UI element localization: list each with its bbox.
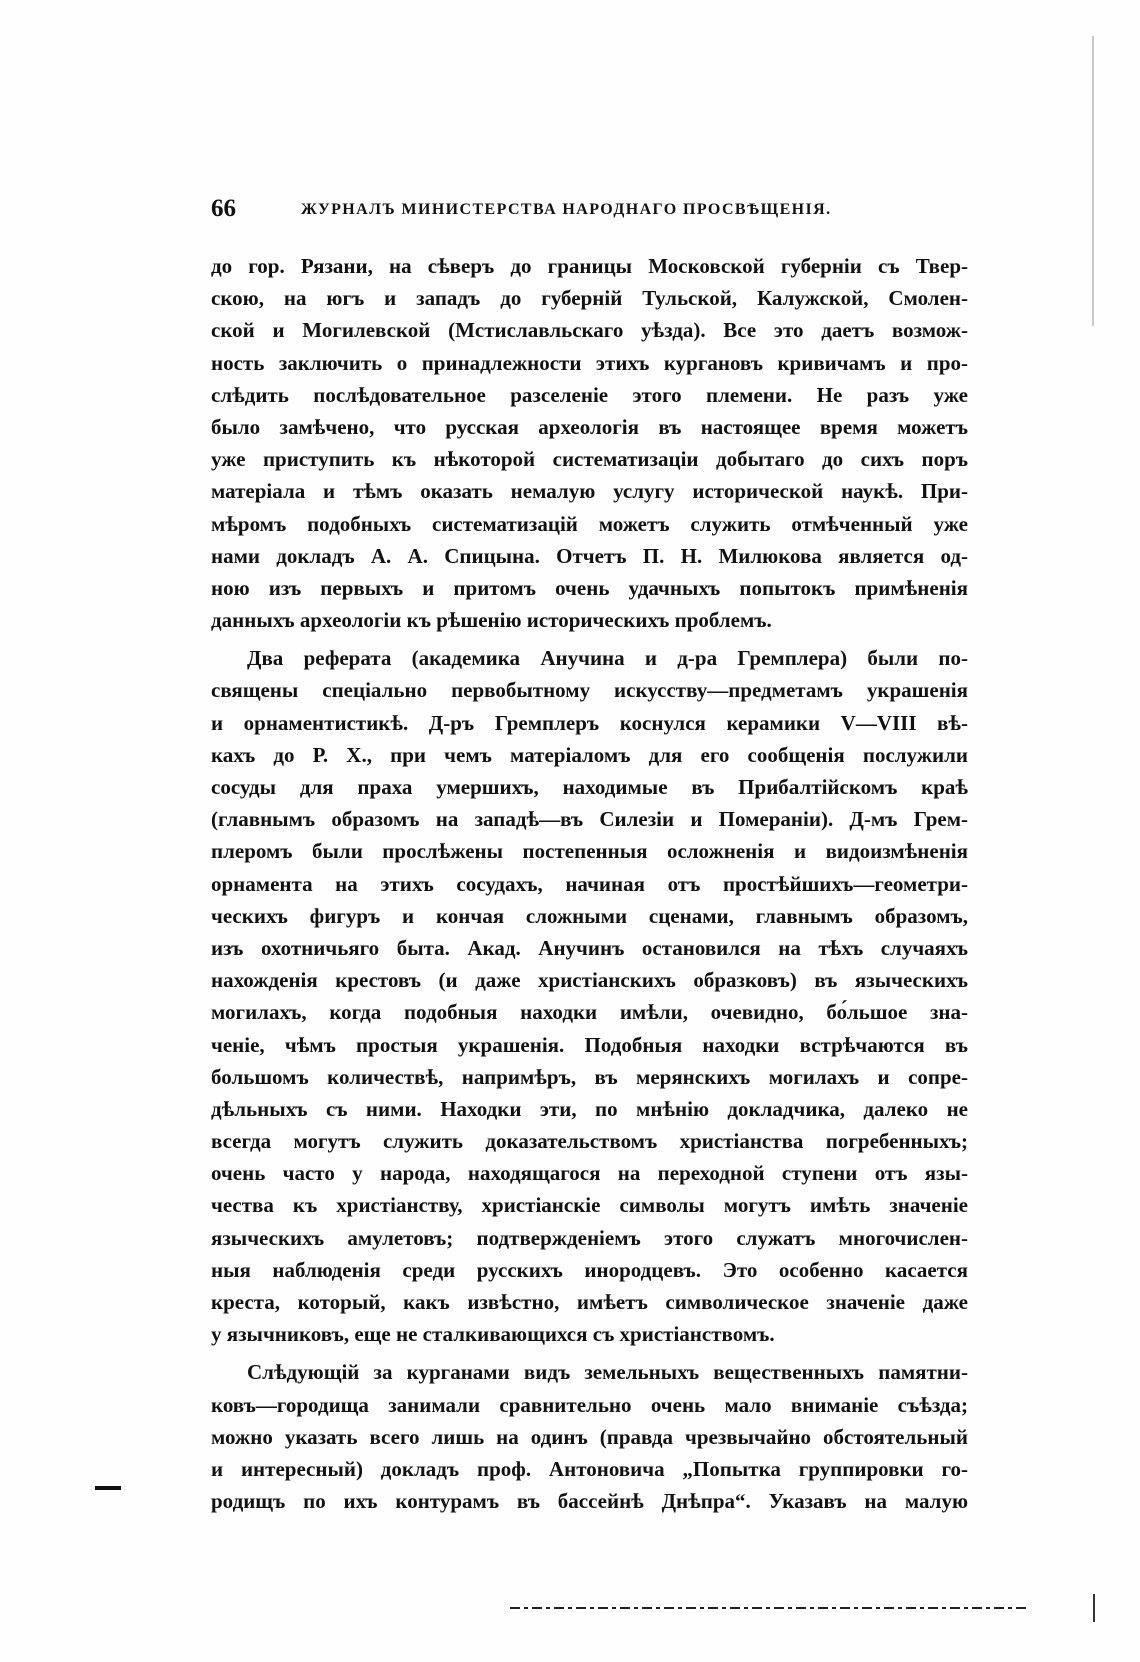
text-line: могилахъ, когда подобныя находки имѣли, очевидно, бо́льшое зна- [211, 1000, 968, 1025]
text-line: орнамента на этихъ сосудахъ, начиная отъ простѣйшихъ—геометри- [211, 871, 968, 896]
text-line: ческихъ фигуръ и кончая сложными сценами, главнымъ образомъ, [211, 903, 968, 928]
page-number: 66 [211, 195, 236, 222]
running-title: ЖУРНАЛЪ МИНИСТЕРСТВА НАРОДНАГО ПРОСВѢЩЕНІЯ. [301, 201, 832, 218]
text-line: уже приступить къ нѣкоторой систематизаціи добытаго до сихъ поръ [211, 447, 968, 472]
page-header [211, 194, 968, 228]
text-line: ныя наблюденія среди русскихъ инородцевъ. Это особенно касается [211, 1257, 968, 1282]
text-line: матеріала и тѣмъ оказать немалую услугу исторической наукѣ. При- [211, 479, 968, 504]
text-line: ною изъ первыхъ и притомъ очень удачныхъ попытокъ примѣненія [211, 575, 968, 600]
text-line: мѣромъ подобныхъ систематизацій можетъ служить отмѣченный уже [211, 511, 968, 536]
text-line: нахожденія крестовъ (и даже христіанскихъ образковъ) въ языческихъ [211, 968, 968, 993]
text-line: сосуды для праха умершихъ, находимые въ Прибалтійскомъ краѣ [211, 775, 968, 799]
text-line: Два реферата (академика Анучина и д-ра Гремплера) были по- [247, 646, 968, 671]
text-line: дѣльныхъ съ ними. Находки эти, по мнѣнію докладчика, далеко не [211, 1096, 968, 1121]
text-line: креста, который, какъ извѣстно, имѣетъ символическое значеніе даже [211, 1290, 968, 1314]
text-line: ность заключить о принадлежности этихъ кургановъ кривичамъ и про- [211, 350, 968, 375]
text-line: чества къ христіанству, христіанскіе символы могутъ имѣть значеніе [211, 1193, 968, 1218]
text-line: ченіе, чѣмъ простыя украшенія. Подобныя находки встрѣчаются въ [211, 1032, 968, 1057]
text-line: ской и Могилевской (Мстиславльскаго уѣзда). Все это даетъ возмож- [211, 318, 968, 343]
text-line: данныхъ археологіи къ рѣшенію историческихъ проблемъ. [211, 608, 772, 633]
text-line: большомъ количествѣ, напримѣръ, въ мерянскихъ могилахъ и сопре- [211, 1064, 968, 1089]
text-line: кахъ до Р. Х., при чемъ матеріаломъ для его сообщенія послужили [211, 742, 968, 767]
body-text [211, 250, 968, 1517]
text-line: у язычниковъ, еще не сталкивающихся съ христіанствомъ. [211, 1322, 775, 1347]
text-line: очень часто у народа, находящагося на переходной ступени отъ язы- [211, 1161, 968, 1186]
text-line: (главнымъ образомъ на западѣ—въ Силезіи и Помераніи). Д-мъ Грем- [211, 807, 968, 832]
text-line: священы спеціально первобытному искусству—предметамъ украшенія [211, 678, 968, 703]
page-edge-rule [1092, 36, 1094, 326]
text-line: было замѣчено, что русская археологія въ настоящее время можетъ [211, 414, 968, 439]
text-line: можно указать всего лишь на одинъ (правда чрезвычайно обстоятельный [211, 1424, 968, 1449]
page-edge-rule-bottom [1093, 1594, 1095, 1622]
text-line: и орнаментистикѣ. Д-ръ Гремплеръ коснулся керамики V—VIII вѣ- [211, 710, 968, 735]
text-line: ковъ—городища занимали сравнительно очень мало вниманіе съѣзда; [211, 1392, 968, 1417]
text-line: плеромъ были прослѣжены постепенныя осложненія и видоизмѣненія [211, 839, 968, 864]
text-line: слѣдить послѣдовательное разселеніе этого племени. Не разъ уже [211, 382, 968, 407]
text-line: до гор. Рязани, на сѣверъ до границы Московской губерніи съ Твер- [211, 254, 968, 278]
text-line: Слѣдующій за курганами видъ земельныхъ вещественныхъ памятни- [247, 1360, 968, 1385]
margin-mark [95, 1486, 121, 1490]
text-line: нами докладъ А. А. Спицына. Отчетъ П. Н. Милюкова является од- [211, 543, 968, 568]
text-line: и интересный) докладъ проф. Антоновича „Попытка группировки го- [211, 1456, 968, 1481]
text-line: родищъ по ихъ контурамъ въ бассейнѣ Днѣпра“. Указавъ на малую [211, 1489, 968, 1514]
text-line: изъ охотничьяго быта. Акад. Анучинъ остановился на тѣхъ случаяхъ [211, 935, 968, 960]
text-line: скою, на югъ и западъ до губерній Тульской, Калужской, Смолен- [211, 286, 968, 311]
text-line: языческихъ амулетовъ; подтвержденіемъ этого служатъ многочислен- [211, 1225, 968, 1250]
text-line: всегда могутъ служить доказательствомъ христіанства погребенныхъ; [211, 1129, 968, 1154]
bottom-scan-artifact [510, 1607, 1030, 1609]
